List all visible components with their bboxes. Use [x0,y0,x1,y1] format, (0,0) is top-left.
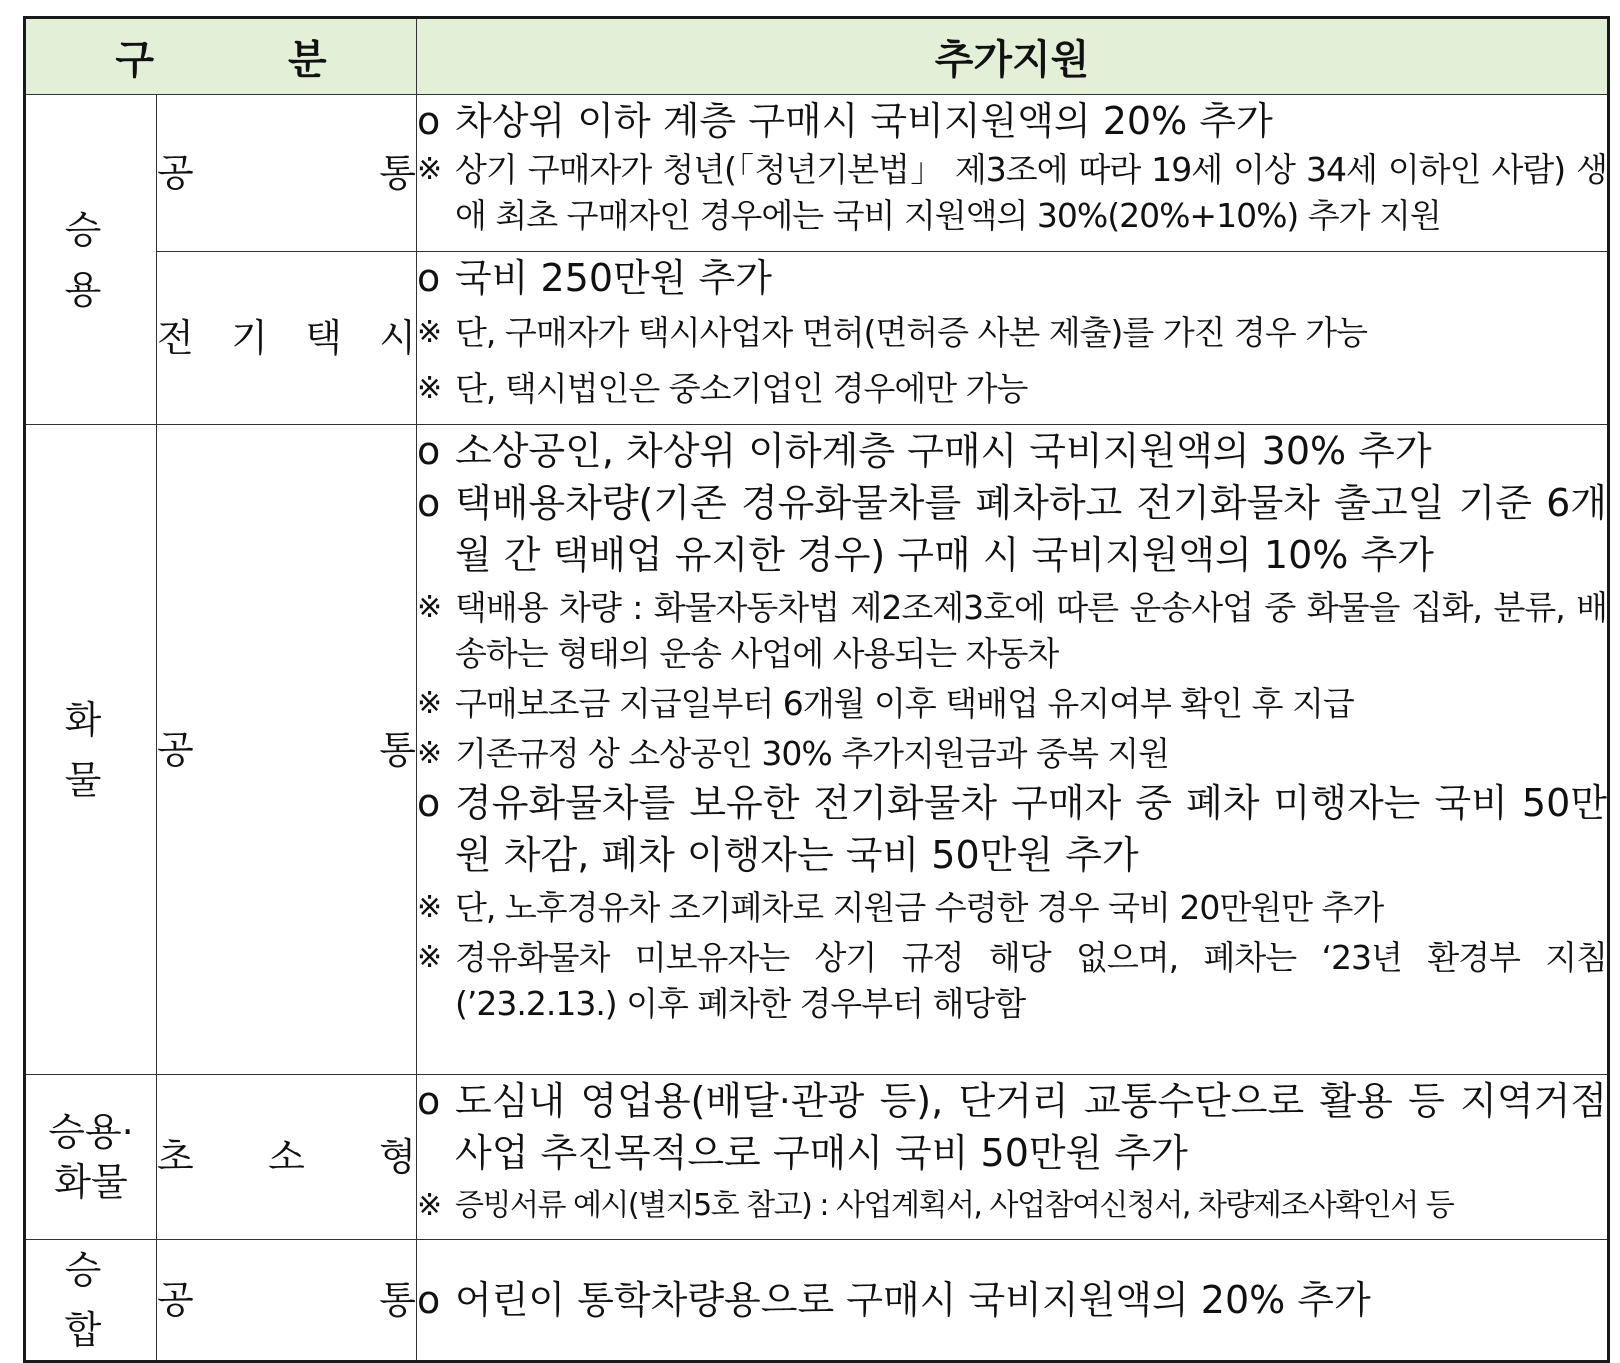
category-truck: 화 물 [25,425,157,1075]
sub-common: 공 통 [157,425,417,1075]
list-item: o 도심내 영업용(배달·관광 등), 단거리 교통수단으로 활용 등 지역거점사업 추진목적으로 구매시 국비 50만원 추가 [417,1075,1607,1179]
list-item: ※ 단, 택시법인은 중소기업인 경우에만 가능 [417,366,1607,412]
circle-bullet: o [417,481,441,525]
list-item: ※ 단, 노후경유차 조기폐차로 지원금 수령한 경우 국비 20만원만 추가 [417,885,1607,931]
content-mixed-compact [417,1075,1609,1240]
circle-bullet: o [417,99,441,143]
circle-bullet: o [417,256,441,300]
note-mark: ※ [417,890,443,925]
list-item: ※ 상기 구매자가 청년(「청년기본법」 제3조에 따라 19세 이상 34세 이하인 사람) 생애 최초 구매자인 경우에는 국비 지원액의 30%(20%+10%) 추가 지원 [417,147,1607,239]
note-mark: ※ [417,315,443,350]
list-item: ※ 경유화물차 미보유자는 상기 규정 해당 없으며, 폐차는 ‘23년 환경부 지침(’23.2.13.) 이후 폐차한 경우부터 해당함 [417,935,1607,1027]
list-item: ※ 증빙서류 예시(별지5호 참고) : 사업계획서, 사업참여신청서, 차량제조사확인서 등 [417,1183,1607,1229]
note-mark: ※ [417,371,443,406]
circle-bullet: o [417,781,441,825]
header-support: 추가지원 [417,18,1609,95]
sub-compact: 초 소 형 [157,1075,417,1240]
content-truck-common [417,425,1609,1075]
circle-bullet: o [417,1278,441,1322]
content-passenger-common [417,95,1609,252]
list-item: ※ 구매보조금 지급일부터 6개월 이후 택배업 유지여부 확인 후 지급 [417,681,1607,727]
row-truck-common [25,425,1609,1075]
list-item: o 소상공인, 차상위 이하계층 구매시 국비지원액의 30% 추가 [417,425,1607,477]
list-item: o 경유화물차를 보유한 전기화물차 구매자 중 폐차 미행자는 국비 50만원 차감, 폐차 이행자는 국비 50만원 추가 [417,777,1607,881]
note-mark: ※ [417,736,443,771]
content-passenger-taxi [417,252,1609,425]
list-item: o 어린이 통학차량용으로 구매시 국비지원액의 20% 추가 [417,1274,1607,1326]
note-mark: ※ [417,686,443,721]
note-mark: ※ [417,152,443,187]
row-passenger-taxi [25,252,1609,425]
note-mark: ※ [417,590,443,625]
category-mixed: 승용· 화물 [25,1075,157,1240]
list-item: o 국비 250만원 추가 [417,252,1607,304]
list-item: o 택배용차량(기존 경유화물차를 폐차하고 전기화물차 출고일 기준 6개월 간 택배업 유지한 경우) 구매 시 국비지원액의 10% 추가 [417,477,1607,581]
list-item: ※ 기존규정 상 소상공인 30% 추가지원금과 중복 지원 [417,731,1607,777]
note-mark: ※ [417,940,443,975]
note-mark: ※ [417,1188,443,1223]
row-mixed-compact [25,1075,1609,1240]
header-row [25,18,1609,95]
support-table [23,16,1610,1363]
circle-bullet: o [417,1079,441,1123]
row-passenger-common [25,95,1609,252]
row-van-common [25,1240,1609,1362]
list-item: ※ 단, 구매자가 택시사업자 면허(면허증 사본 제출)를 가진 경우 가능 [417,310,1607,356]
circle-bullet: o [417,429,441,473]
sub-common: 공 통 [157,95,417,252]
header-gubun: 구 분 [25,18,417,95]
list-item: o 차상위 이하 계층 구매시 국비지원액의 20% 추가 [417,95,1607,147]
category-passenger: 승 용 [25,95,157,425]
category-van: 승 합 [25,1240,157,1362]
content-van-common [417,1240,1609,1362]
sub-common: 공 통 [157,1240,417,1362]
list-item: ※ 택배용 차량 : 화물자동차법 제2조제3호에 따른 운송사업 중 화물을 집화, 분류, 배송하는 형태의 운송 사업에 사용되는 자동차 [417,585,1607,677]
sub-taxi: 전 기 택 시 [157,252,417,425]
